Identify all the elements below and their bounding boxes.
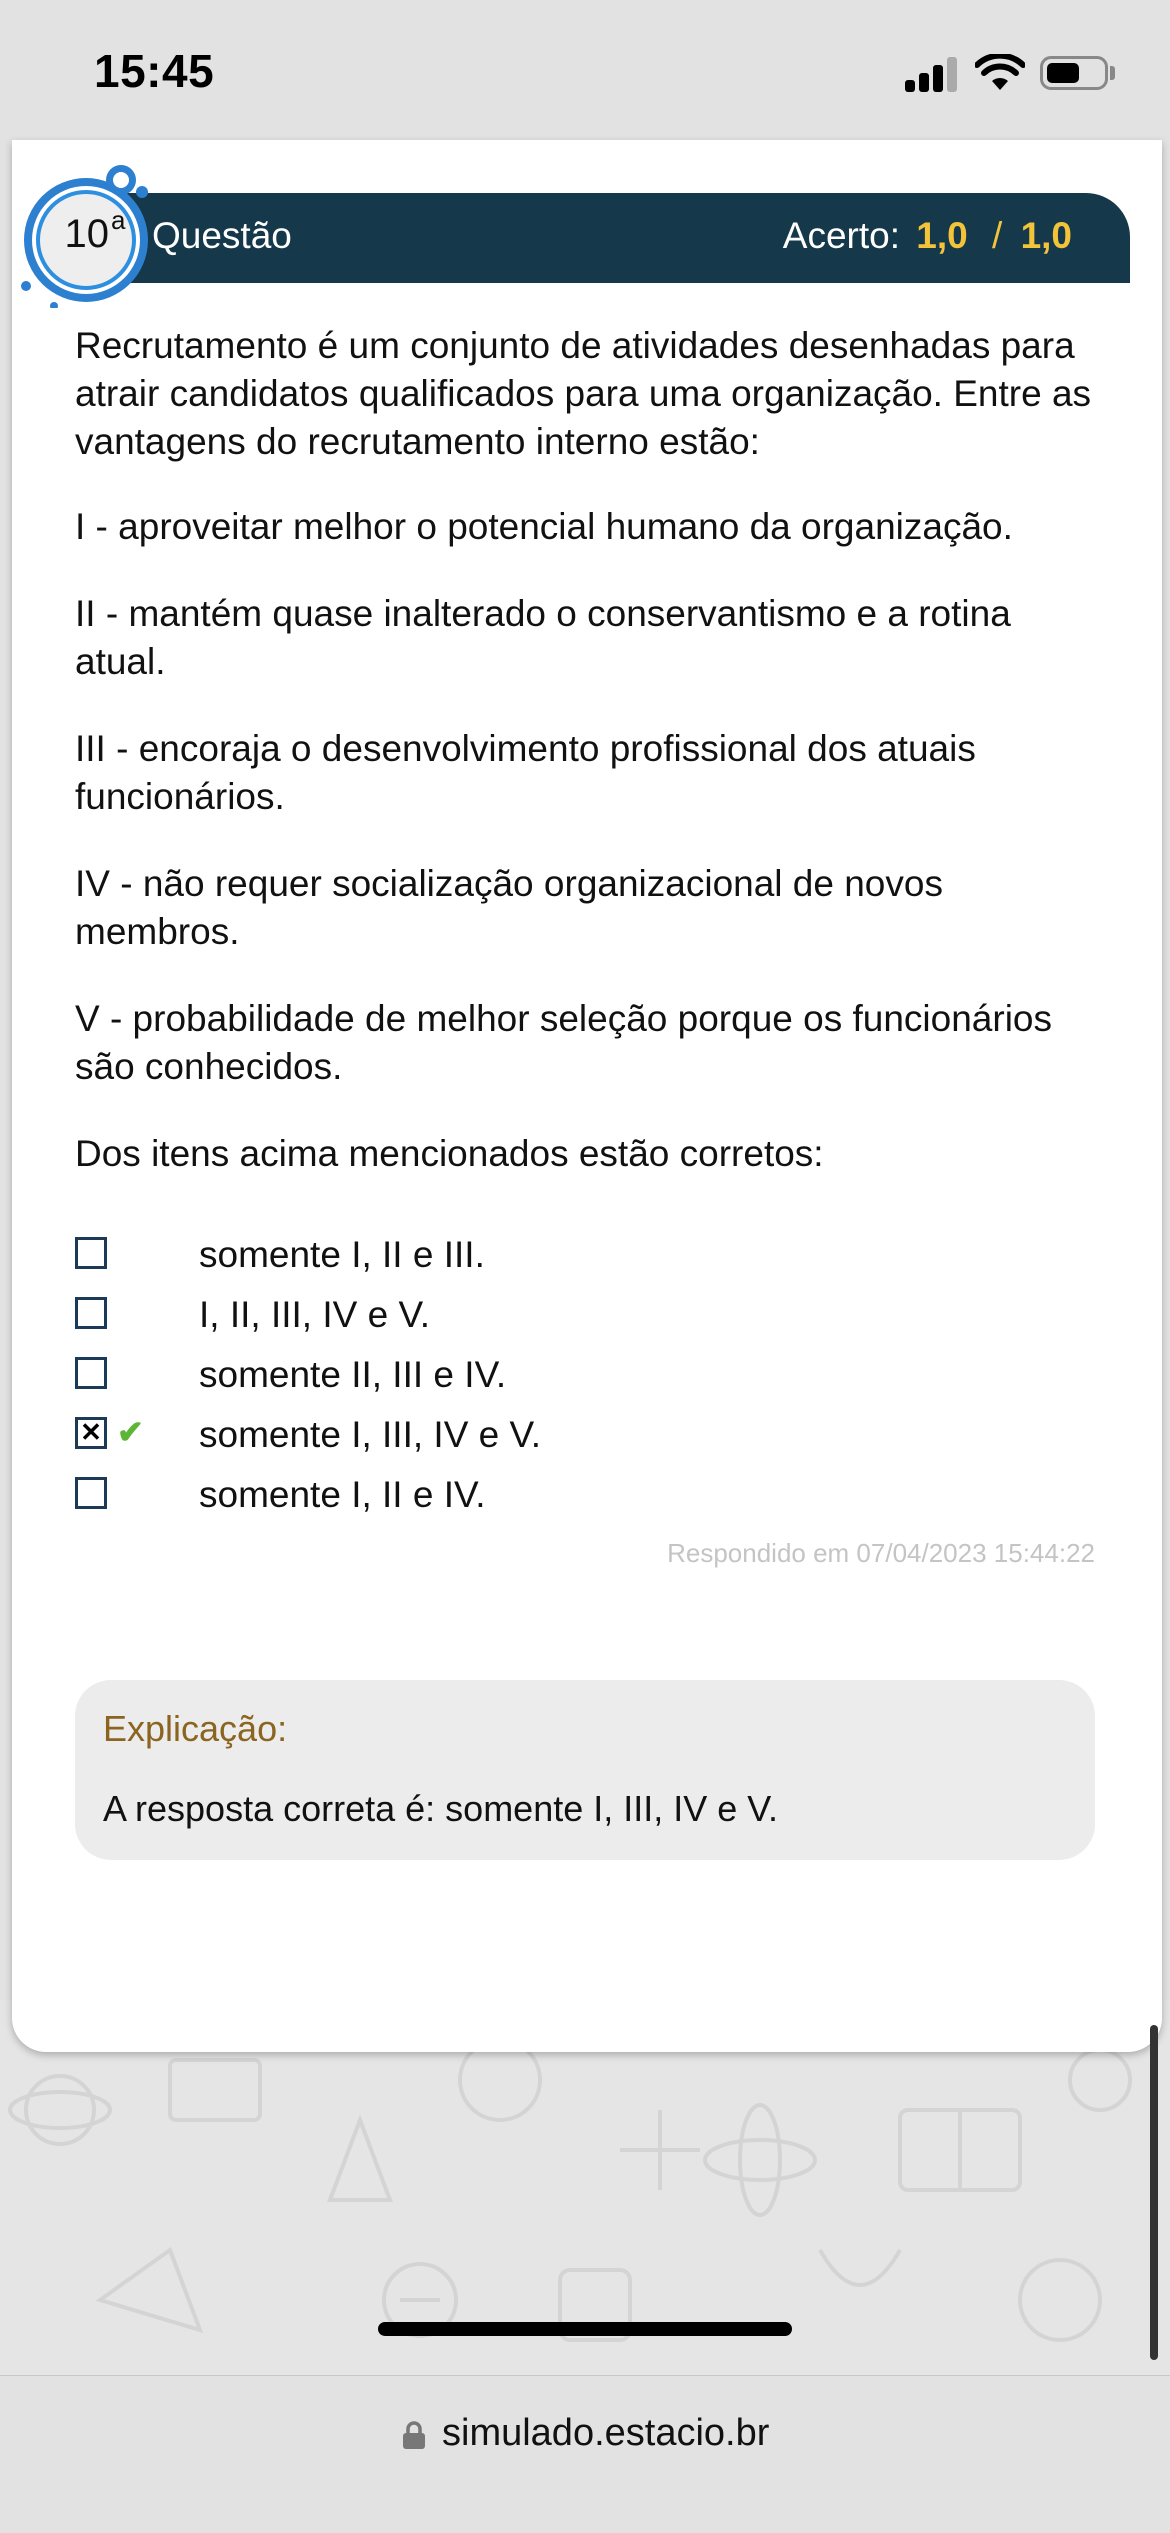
option-checkbox[interactable] [75,1357,107,1389]
question-title: Questão [152,215,292,256]
question-prompt: Dos itens acima mencionados estão corretos: [75,1133,824,1174]
answer-option[interactable] [75,1473,1075,1517]
score-total: 1,0 [1020,215,1072,256]
option-label: somente I, III, IV e V. [199,1414,542,1455]
option-label: somente I, II e III. [199,1234,485,1275]
scrollbar[interactable] [1150,2025,1158,2360]
question-number-sup: a [111,205,126,235]
battery-icon [1040,56,1108,90]
cellular-signal-icon [905,56,959,92]
doodle-pattern-icon [0,2000,1170,2375]
score-label: Acerto: [782,215,900,256]
statement-item: V - probabilidade de melhor seleção porque os funcionários são conhecidos. [75,998,1052,1087]
question-number-value: 10 [64,212,110,256]
battery-tip [1110,66,1115,80]
explanation-box [75,1680,1095,1860]
option-checkbox-checked[interactable] [75,1417,107,1449]
answered-timestamp: Respondido em 07/04/2023 15:44:22 [667,1538,1095,1568]
option-label: I, II, III, IV e V. [199,1294,431,1335]
browser-url-bar[interactable] [0,2375,1170,2533]
statement-item: I - aproveitar melhor o potencial humano da organização. [75,506,1013,547]
score [783,215,1072,257]
home-indicator[interactable] [378,2322,792,2336]
question-header [90,193,1130,283]
statement-item: IV - não requer socialização organizacional de novos membros. [75,863,943,952]
score-obtained: 1,0 [916,215,968,256]
answer-option-selected[interactable] [75,1413,1075,1457]
option-checkbox[interactable] [75,1237,107,1269]
question-intro: Recrutamento é um conjunto de atividades desenhadas para atrair candidatos qualificados para uma organização. Entre as vantagens do recrutamento interno estão: [75,325,1092,462]
background-pattern [0,2000,1170,2375]
status-time: 15:45 [94,45,215,97]
option-label: somente I, II e IV. [199,1474,486,1515]
question-number [50,205,140,257]
answer-option[interactable] [75,1353,1075,1397]
option-checkbox[interactable] [75,1477,107,1509]
lock-icon [402,2420,426,2450]
statement-item: II - mantém quase inalterado o conservantismo e a rotina atual. [75,593,1011,682]
score-separator: / [992,215,1003,256]
option-label: somente II, III e IV. [199,1354,507,1395]
wifi-icon [975,54,1025,92]
url-text[interactable]: simulado.estacio.br [442,2412,770,2454]
statement-item: III - encoraja o desenvolvimento profissional dos atuais funcionários. [75,728,976,817]
correct-check-icon: ✔ [117,1414,144,1450]
answer-option[interactable] [75,1233,1075,1277]
status-bar [0,0,1170,140]
explanation-text: A resposta correta é: somente I, III, IV e V. [103,1788,779,1829]
option-checkbox[interactable] [75,1297,107,1329]
answer-option[interactable] [75,1293,1075,1337]
explanation-title: Explicação: [103,1708,288,1749]
